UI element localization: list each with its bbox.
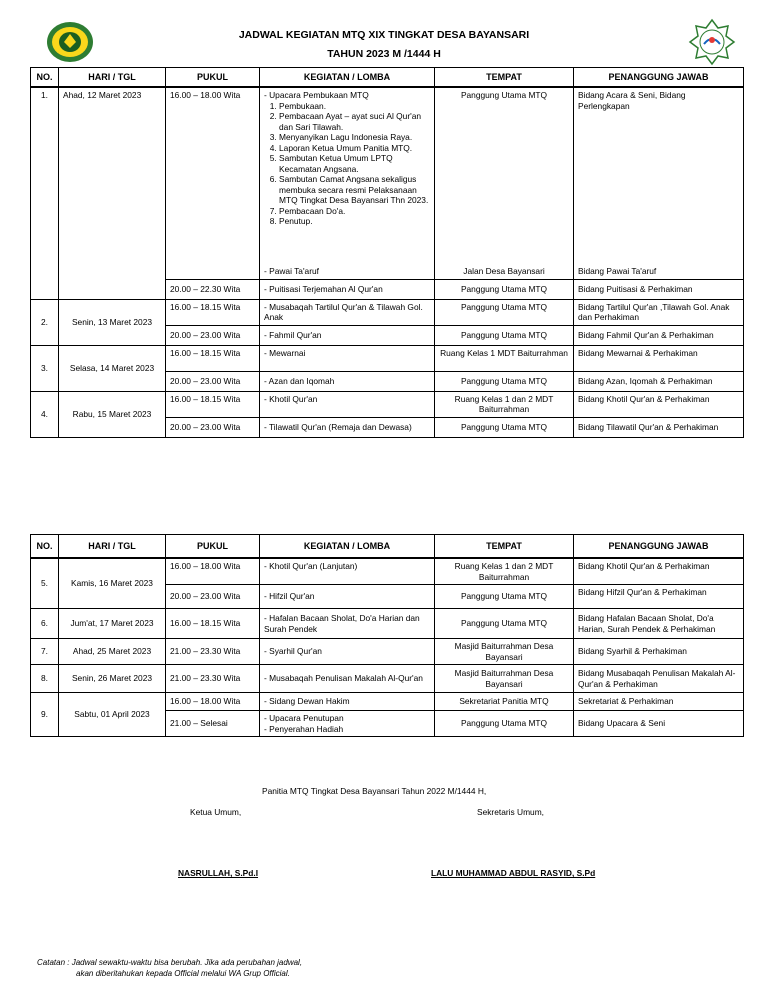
row-time: 20.00 – 22.30 Wita [166, 279, 260, 299]
row-place: Panggung Utama MTQ [435, 609, 574, 639]
row-pic: Bidang Puitisasi & Perhakiman [574, 279, 744, 299]
col-time: PUKUL [166, 68, 260, 88]
note-line-1: Catatan : Jadwal sewaktu-waktu bisa berubah. Jika ada perubahan jadwal, [37, 958, 303, 967]
row-activity: - Khotil Qur'an (Lanjutan) [260, 558, 435, 585]
row-time: 20.00 – 23.00 Wita [166, 371, 260, 391]
row-time: 20.00 – 23.00 Wita [166, 325, 260, 345]
row-time: 16.00 – 18.15 Wita [166, 299, 260, 325]
row-pic: Bidang Mewarnai & Perhakiman [574, 345, 744, 371]
row-activity: - Azan dan Iqomah [260, 371, 435, 391]
col-pic: PENANGGUNG JAWAB [574, 68, 744, 88]
col-place: TEMPAT [435, 68, 574, 88]
col-no: NO. [31, 535, 59, 559]
row-place: Panggung Utama MTQ [435, 585, 574, 609]
row-activity [260, 87, 435, 279]
list-item: 4. Laporan Ketua Umum Panitia MTQ. [279, 143, 430, 154]
row-pic: Sekretariat & Perhakiman [574, 693, 744, 711]
row-pic: Bidang Tartilul Qur'an ,Tilawah Gol. Anak dan Perhakiman [574, 299, 744, 325]
row-place: Panggung Utama MTQ [435, 417, 574, 437]
activity-pawai: - Pawai Ta'aruf [264, 266, 319, 276]
col-place: TEMPAT [435, 535, 574, 559]
pic-pawai: Bidang Pawai Ta'aruf [578, 266, 657, 276]
row-pic: Bidang Khotil Qur'an & Perhakiman [574, 391, 744, 417]
activity-list [264, 101, 430, 227]
row-activity: - Fahmil Qur'an [260, 325, 435, 345]
row-activity: - Mewarnai [260, 345, 435, 371]
committee-line: Panitia MTQ Tingkat Desa Bayansari Tahun 2022 M/1444 H, [262, 786, 487, 796]
row-activity: - Puitisasi Terjemahan Al Qur'an [260, 279, 435, 299]
place-main: Panggung Utama MTQ [460, 90, 548, 100]
row-number: 7. [31, 639, 59, 665]
row-place: Ruang Kelas 1 MDT Baiturrahman [435, 345, 574, 371]
row-activity: - Sidang Dewan Hakim [260, 693, 435, 711]
col-activity: KEGIATAN / LOMBA [260, 68, 435, 88]
row-date: Senin, 26 Maret 2023 [59, 665, 166, 693]
row-number: 1. [31, 87, 59, 299]
row-pic: Bidang Hafalan Bacaan Sholat, Do'a Harian, Surah Pendek & Perhakiman [574, 609, 744, 639]
schedule-table-2 [30, 534, 744, 737]
row-date: Ahad, 12 Maret 2023 [59, 87, 166, 299]
table-row [31, 87, 744, 279]
activity-intro: - Upacara Pembukaan MTQ [264, 90, 369, 100]
col-pic: PENANGGUNG JAWAB [574, 535, 744, 559]
row-place: Panggung Utama MTQ [435, 299, 574, 325]
table-row [31, 693, 744, 711]
row-pic [574, 87, 744, 279]
row-date: Sabtu, 01 April 2023 [59, 693, 166, 737]
row-activity: - Syarhil Qur'an [260, 639, 435, 665]
list-item: 7. Pembacaan Do'a. [279, 206, 430, 217]
row-time: 20.00 – 23.00 Wita [166, 585, 260, 609]
mtq-logo-right [688, 18, 736, 71]
row-place: Panggung Utama MTQ [435, 711, 574, 737]
row-pic: Bidang Khotil Qur'an & Perhakiman [574, 558, 744, 585]
schedule-table-1 [30, 67, 744, 438]
list-item: 3. Menyanyikan Lagu Indonesia Raya. [279, 132, 430, 143]
chair-title: Ketua Umum, [190, 807, 242, 817]
row-activity: - Musabaqah Penulisan Makalah Al-Qur'an [260, 665, 435, 693]
row-date: Ahad, 25 Maret 2023 [59, 639, 166, 665]
row-time: 16.00 – 18.15 Wita [166, 345, 260, 371]
row-activity: - Hifzil Qur'an [260, 585, 435, 609]
row-time: 21.00 – 23.30 Wita [166, 639, 260, 665]
place-pawai: Jalan Desa Bayansari [463, 266, 545, 276]
row-place: Masjid Baiturrahman Desa Bayansari [435, 639, 574, 665]
lptq-logo-left [45, 20, 95, 69]
row-time: 16.00 – 18.00 Wita [166, 693, 260, 711]
row-pic: Bidang Upacara & Seni [574, 711, 744, 737]
document-subtitle: TAHUN 2023 M /1444 H [327, 48, 441, 60]
col-time: PUKUL [166, 535, 260, 559]
row-activity: - Khotil Qur'an [260, 391, 435, 417]
chair-name: NASRULLAH, S.Pd.I [178, 868, 259, 878]
row-place: Panggung Utama MTQ [435, 279, 574, 299]
row-activity: - Hafalan Bacaan Sholat, Do'a Harian dan Surah Pendek [260, 609, 435, 639]
row-time: 20.00 – 23.00 Wita [166, 417, 260, 437]
activity-line: - Upacara Penutupan [264, 713, 344, 723]
list-item: 2. Pembacaan Ayat – ayat suci Al Qur'an dan Sari Tilawah. [279, 111, 430, 132]
table-row [31, 665, 744, 693]
table-header-row [31, 68, 744, 88]
row-number: 5. [31, 558, 59, 609]
row-date: Senin, 13 Maret 2023 [59, 299, 166, 345]
col-date: HARI / TGL [59, 535, 166, 559]
row-activity: - Musabaqah Tartilul Qur'an & Tilawah Gol. Anak [260, 299, 435, 325]
col-activity: KEGIATAN / LOMBA [260, 535, 435, 559]
secretary-title: Sekretaris Umum, [477, 807, 545, 817]
row-place: Ruang Kelas 1 dan 2 MDT Baiturrahman [435, 558, 574, 585]
row-time: 16.00 – 18.00 Wita [166, 558, 260, 585]
row-time: 16.00 – 18.00 Wita [166, 87, 260, 279]
row-activity: - Tilawatil Qur'an (Remaja dan Dewasa) [260, 417, 435, 437]
row-pic: Bidang Hifzil Qur'an & Perhakiman [574, 585, 744, 609]
row-place [435, 87, 574, 279]
row-date: Rabu, 15 Maret 2023 [59, 391, 166, 437]
table-row [31, 609, 744, 639]
list-item: 6. Sambutan Camat Angsana sekaligus membuka secara resmi Pelaksanaan MTQ Tingkat Desa Bayansari Thn 2023. [279, 174, 430, 206]
row-number: 9. [31, 693, 59, 737]
note-line-2: akan diberitahukan kepada Official melalui WA Grup Official. [76, 969, 290, 978]
row-time: 21.00 – Selesai [166, 711, 260, 737]
row-number: 8. [31, 665, 59, 693]
secretary-name: LALU MUHAMMAD ABDUL RASYID, S.Pd [431, 868, 596, 878]
table-row [31, 299, 744, 325]
row-number: 4. [31, 391, 59, 437]
row-pic: Bidang Musabaqah Penulisan Makalah Al-Qur'an & Perhakiman [574, 665, 744, 693]
row-date: Kamis, 16 Maret 2023 [59, 558, 166, 609]
pic-main: Bidang Acara & Seni, Bidang Perlengkapan [578, 90, 686, 111]
row-place: Panggung Utama MTQ [435, 325, 574, 345]
row-time: 16.00 – 18.15 Wita [166, 609, 260, 639]
list-item: 1. Pembukaan. [279, 101, 430, 112]
row-time: 21.00 – 23.30 Wita [166, 665, 260, 693]
row-time: 16.00 – 18.15 Wita [166, 391, 260, 417]
row-number: 3. [31, 345, 59, 391]
row-date: Selasa, 14 Maret 2023 [59, 345, 166, 391]
row-pic: Bidang Tilawatil Qur'an & Perhakiman [574, 417, 744, 437]
row-number: 2. [31, 299, 59, 345]
table-header-row [31, 535, 744, 559]
col-date: HARI / TGL [59, 68, 166, 88]
col-no: NO. [31, 68, 59, 88]
table-row [31, 345, 744, 371]
row-date: Jum'at, 17 Maret 2023 [59, 609, 166, 639]
row-place: Ruang Kelas 1 dan 2 MDT Baiturrahman [435, 391, 574, 417]
document-title: JADWAL KEGIATAN MTQ XIX TINGKAT DESA BAYANSARI [238, 29, 530, 41]
row-pic: Bidang Syarhil & Perhakiman [574, 639, 744, 665]
row-place: Masjid Baiturrahman Desa Bayansari [435, 665, 574, 693]
row-number: 6. [31, 609, 59, 639]
table-row [31, 391, 744, 417]
activity-line: - Penyerahan Hadiah [264, 723, 344, 734]
table-row [31, 639, 744, 665]
row-place: Sekretariat Panitia MTQ [435, 693, 574, 711]
list-item: 5. Sambutan Ketua Umum LPTQ Kecamatan Angsana. [279, 153, 430, 174]
row-activity [260, 711, 435, 737]
table-row [31, 558, 744, 585]
list-item: 8. Penutup. [279, 216, 430, 227]
row-pic: Bidang Azan, Iqomah & Perhakiman [574, 371, 744, 391]
row-place: Panggung Utama MTQ [435, 371, 574, 391]
row-pic: Bidang Fahmil Qur'an & Perhakiman [574, 325, 744, 345]
